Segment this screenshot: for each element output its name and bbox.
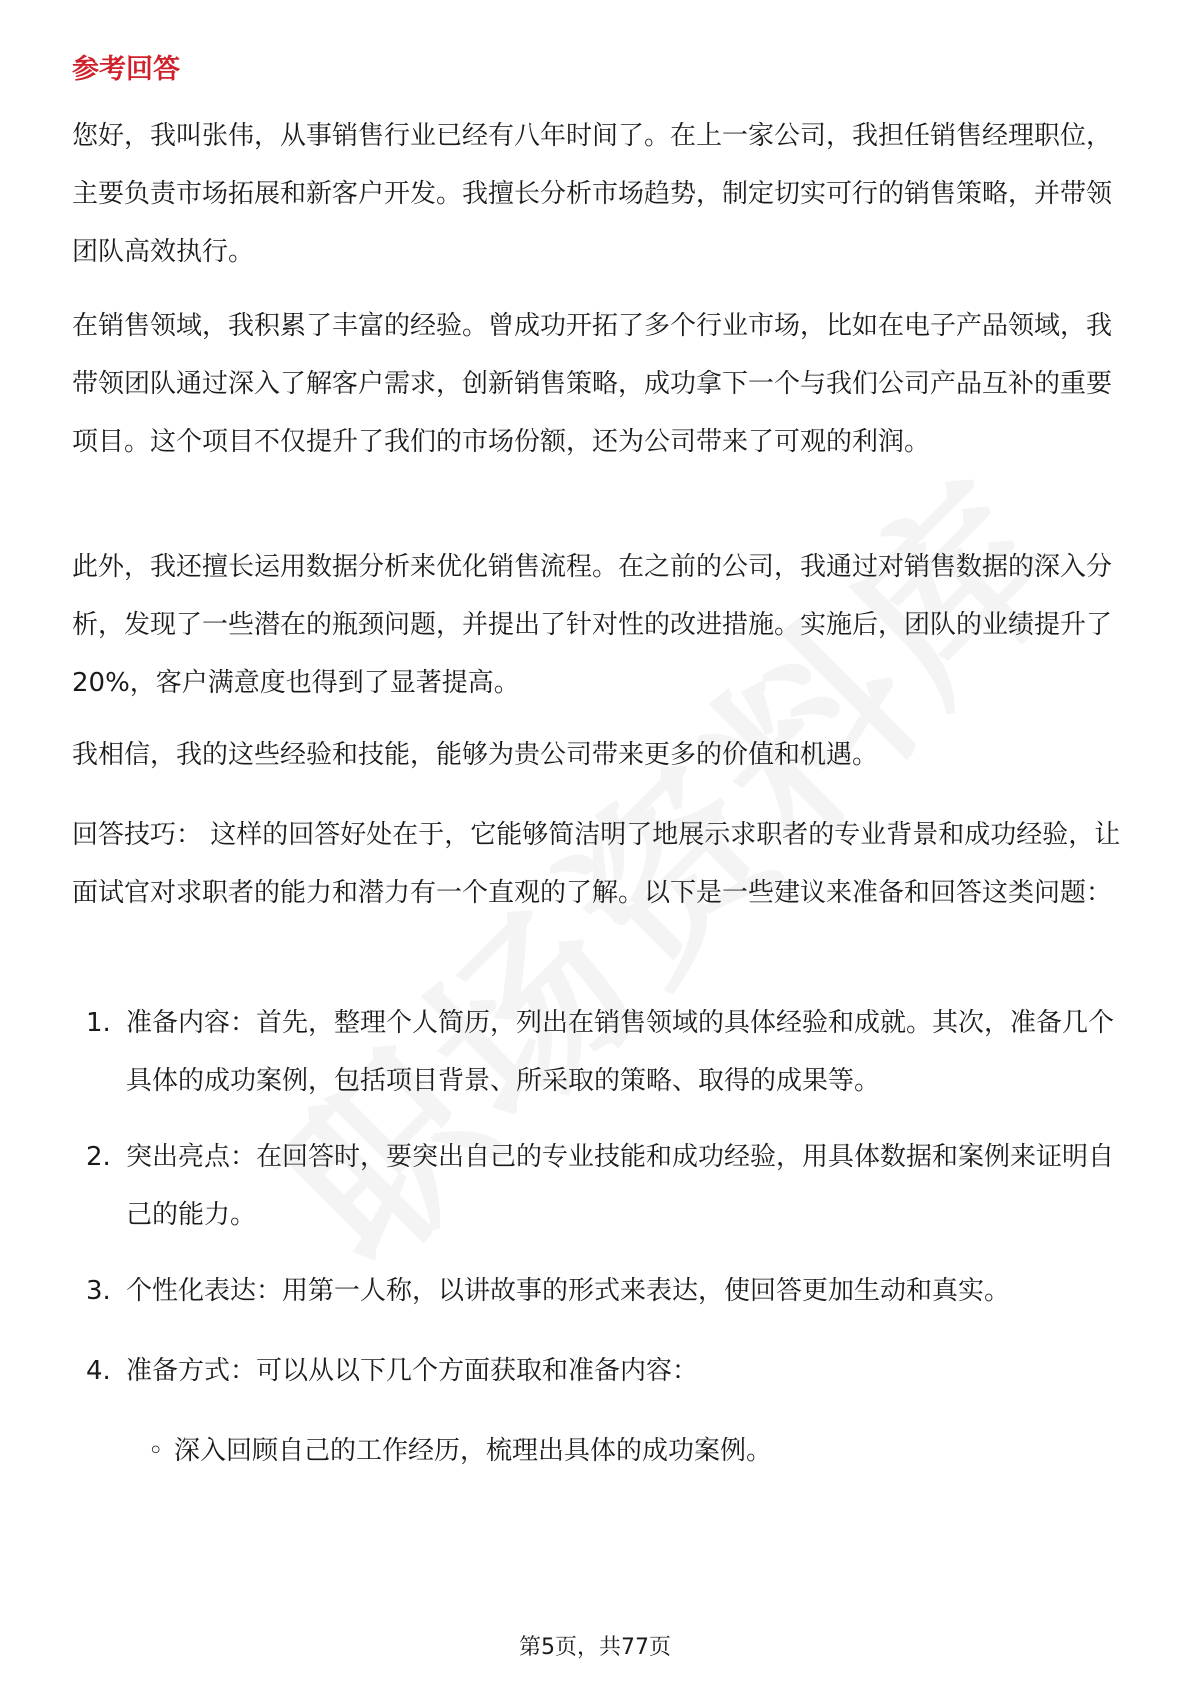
bullet-icon: ◦ bbox=[148, 1436, 164, 1466]
list-item-number: 2. bbox=[86, 1142, 111, 1172]
list-item-number: 1. bbox=[86, 1008, 111, 1038]
list-item-text: 个性化表达：用第一人称，以讲故事的形式来表达，使回答更加生动和真实。 bbox=[126, 1276, 1011, 1306]
list-item-text: 准备方式：可以从以下几个方面获取和准备内容： bbox=[126, 1356, 699, 1386]
list-item-text: 突出亮点：在回答时，要突出自己的专业技能和成功经验，用具体数据和案例来证明自己的能力。 bbox=[126, 1142, 1115, 1230]
paragraph-tips: 回答技巧： 这样的回答好处在于，它能够简洁明了地展示求职者的专业背景和成功经验，让面试官对求职者的能力和潜力有一个直观的了解。以下是一些建议来准备和回答这类问题： bbox=[72, 820, 1121, 908]
paragraph-data-analysis: 此外，我还擅长运用数据分析来优化销售流程。在之前的公司，我通过对销售数据的深入分析，发现了一些潜在的瓶颈问题，并提出了针对性的改进措施。实施后，团队的业绩提升了20%，客户满意度也得到了显著提高。 bbox=[72, 552, 1113, 698]
list-item-number: 3. bbox=[86, 1276, 111, 1306]
list-item-number: 4. bbox=[86, 1356, 111, 1386]
list-item-text: 准备内容：首先，整理个人简历，列出在销售领域的具体经验和成就。其次，准备几个具体的成功案例，包括项目背景、所采取的策略、取得的成果等。 bbox=[126, 1008, 1115, 1096]
section-heading: 参考回答 bbox=[72, 54, 180, 85]
sub-list-item bbox=[148, 1422, 1108, 1480]
page-number: 第5页，共77页 bbox=[519, 1635, 671, 1660]
paragraph-closing: 我相信，我的这些经验和技能，能够为贵公司带来更多的价值和机遇。 bbox=[72, 740, 879, 770]
paragraph-intro: 您好，我叫张伟，从事销售行业已经有八年时间了。在上一家公司，我担任销售经理职位，主要负责市场拓展和新客户开发。我擅长分析市场趋势，制定切实可行的销售策略，并带领团队高效执行。 bbox=[72, 121, 1113, 267]
paragraph-experience: 在销售领域，我积累了丰富的经验。曾成功开拓了多个行业市场，比如在电子产品领域，我带领团队通过深入了解客户需求，创新销售策略，成功拿下一个与我们公司产品互补的重要项目。这个项目不仅提升了我们的市场份额，还为公司带来了可观的利润。 bbox=[72, 311, 1113, 457]
sub-list-item-text: 深入回顾自己的工作经历，梳理出具体的成功案例。 bbox=[174, 1436, 773, 1466]
